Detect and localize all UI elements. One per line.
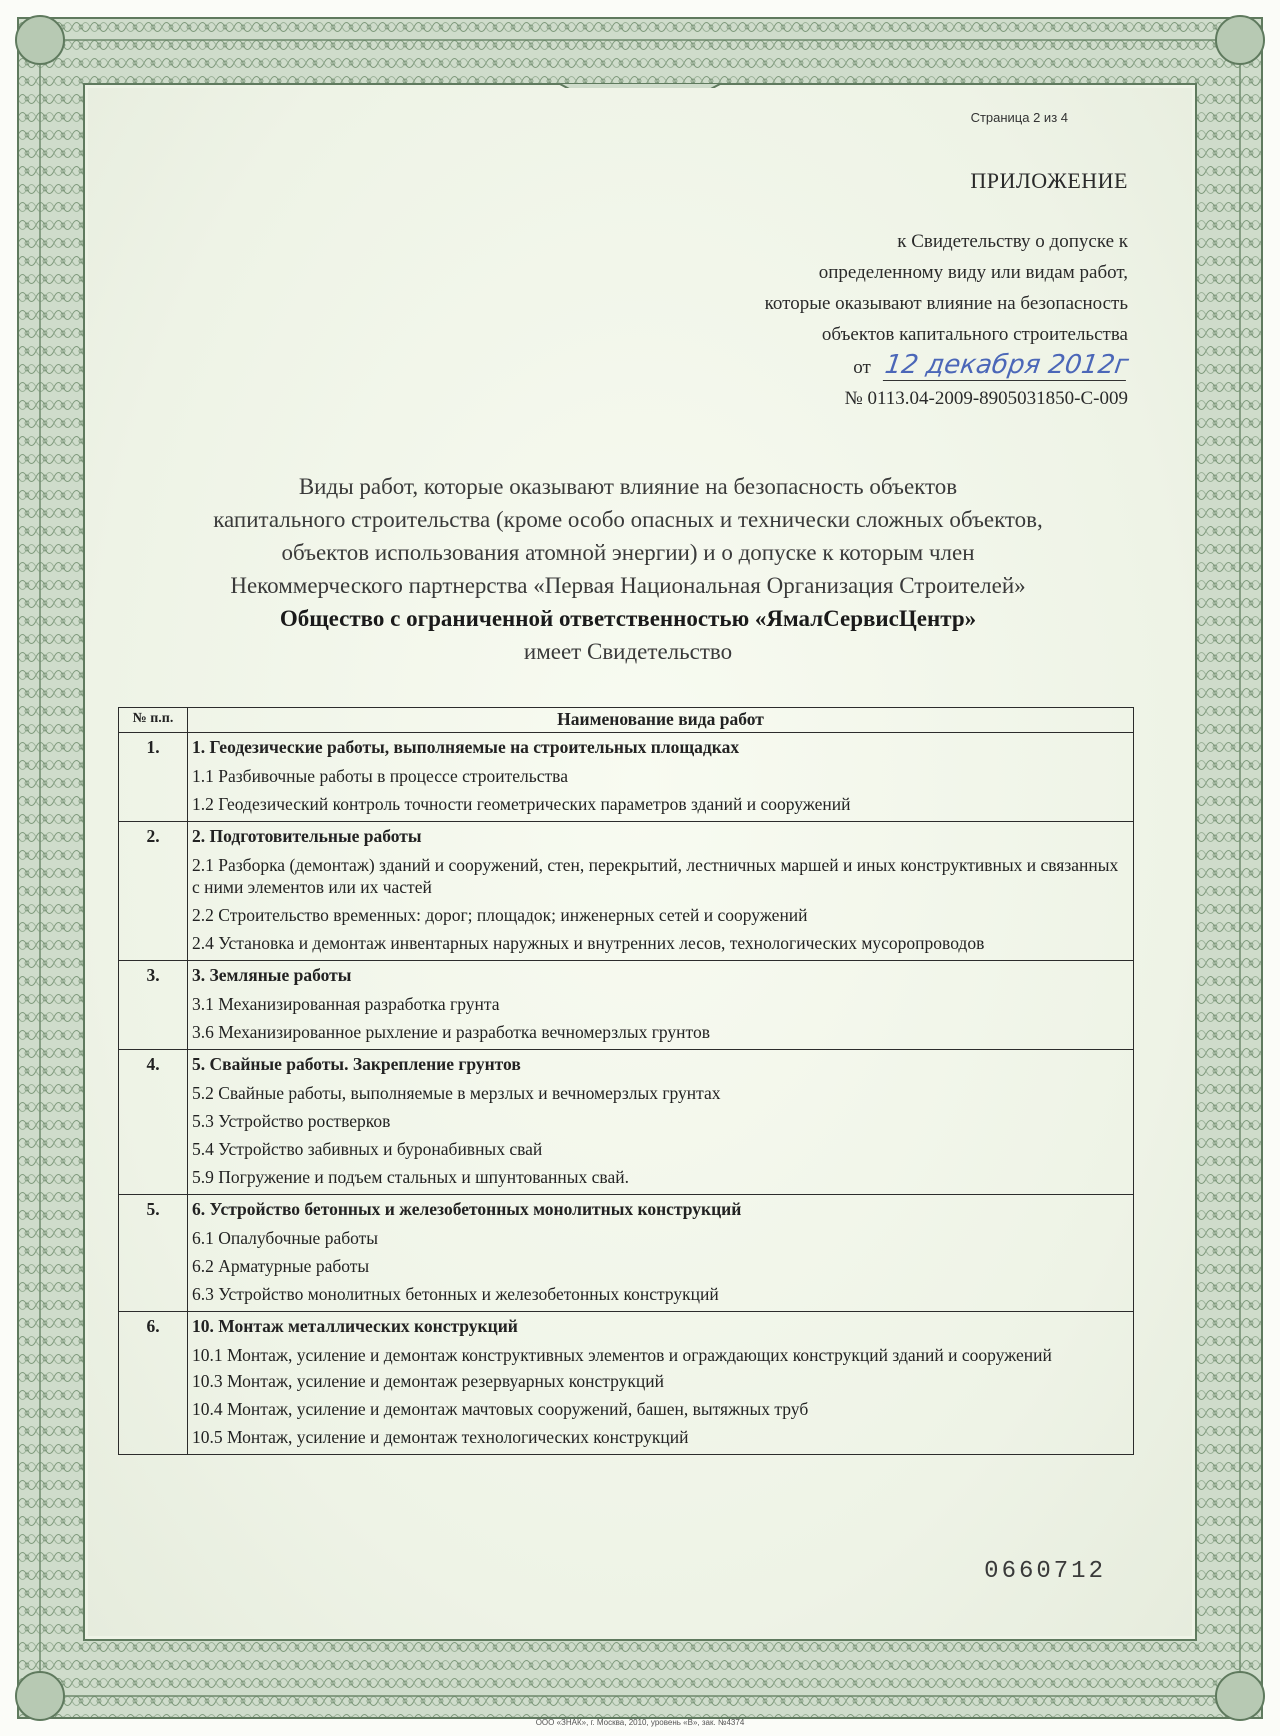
date-row [765, 350, 1131, 383]
work-item: 5.9 Погружение и подъем стальных и шпунтованных свай. [192, 1167, 629, 1187]
appendix-block [764, 226, 1131, 414]
work-item: 10.1 Монтаж, усиление и демонтаж конструктивных элементов и ограждающих конструкций зданий и сооружений [192, 1345, 1052, 1365]
row-content [188, 961, 1134, 1050]
work-item: 3.6 Механизированное рыхление и разработка вечномерзлых грунтов [192, 1022, 710, 1042]
section-title: 1. Геодезические работы, выполняемые на строительных площадках [192, 737, 740, 757]
handwritten-date: 12 декабря 2012г [882, 350, 1131, 380]
row-content [188, 822, 1134, 961]
row-content [188, 1195, 1134, 1312]
table-row [119, 733, 1134, 822]
table-row [119, 961, 1134, 1050]
heading-line: объектов использования атомной энергии) и о допуске к которым член [281, 540, 975, 565]
date-prefix: от [853, 357, 871, 378]
work-item: 10.4 Монтаж, усиление и демонтаж мачтовых сооружений, башен, вытяжных труб [192, 1399, 809, 1419]
row-content [188, 1050, 1134, 1195]
document-heading [120, 470, 1136, 668]
table-row [119, 1312, 1134, 1455]
serial-number: 0660712 [984, 1558, 1106, 1585]
table-row [119, 1050, 1134, 1195]
certificate-number: № 0113.04-2009-8905031850-С-009 [844, 388, 1128, 409]
column-header-name: Наименование вида работ [188, 708, 1134, 733]
row-number: 3. [119, 961, 188, 1050]
section-title: 2. Подготовительные работы [192, 826, 422, 846]
work-item: 2.1 Разборка (демонтаж) зданий и сооружений, стен, перекрытий, лестничных маршей и иных конструктивных и связанных с ними элементов или их частей [192, 855, 1119, 897]
table-header-row [119, 708, 1134, 733]
work-item: 2.2 Строительство временных: дорог; площадок; инженерных сетей и сооружений [192, 905, 808, 925]
heading-line: Некоммерческого партнерства «Первая Национальная Организация Строителей» [230, 573, 1026, 598]
work-item: 5.4 Устройство забивных и буронабивных свай [192, 1139, 543, 1159]
work-item: 5.3 Устройство ростверков [192, 1111, 391, 1131]
row-number: 5. [119, 1195, 188, 1312]
heading-line: имеет Свидетельство [523, 639, 733, 664]
appendix-line: объектов капитального строительства [821, 324, 1128, 345]
row-content [188, 1312, 1134, 1455]
heading-line: Виды работ, которые оказывают влияние на безопасность объектов [298, 474, 958, 499]
appendix-line: к Свидетельству о допуске к [897, 231, 1128, 252]
column-header-number: № п.п. [119, 708, 188, 733]
table-row [119, 1195, 1134, 1312]
work-item: 1.2 Геодезический контроль точности геометрических параметров зданий и сооружений [192, 794, 851, 814]
company-name: Общество с ограниченной ответственностью «ЯмалСервисЦентр» [279, 606, 977, 631]
page-counter: Страница 2 из 4 [970, 110, 1068, 125]
work-item: 10.3 Монтаж, усиление и демонтаж резервуарных конструкций [192, 1371, 664, 1391]
section-title: 5. Свайные работы. Закрепление грунтов [192, 1054, 521, 1074]
work-item: 5.2 Свайные работы, выполняемые в мерзлых и вечномерзлых грунтах [192, 1083, 721, 1103]
work-item: 2.4 Установка и демонтаж инвентарных наружных и внутренних лесов, технологических мусоропроводов [192, 933, 985, 953]
work-item: 6.3 Устройство монолитных бетонных и железобетонных конструкций [192, 1284, 719, 1304]
work-item: 1.1 Разбивочные работы в процессе строительства [192, 766, 568, 786]
section-title: 3. Земляные работы [192, 965, 352, 985]
work-item: 6.1 Опалубочные работы [192, 1228, 379, 1248]
row-number: 4. [119, 1050, 188, 1195]
work-item: 10.5 Монтаж, усиление и демонтаж технологических конструкций [192, 1427, 689, 1447]
row-number: 1. [119, 733, 188, 822]
work-item: 6.2 Арматурные работы [192, 1256, 370, 1276]
appendix-title: ПРИЛОЖЕНИЕ [970, 168, 1128, 193]
printer-imprint: ООО «ЗНАК», г. Москва, 2010, уровень «В», зак. №4374 [535, 1718, 745, 1727]
row-number: 2. [119, 822, 188, 961]
heading-line: капитального строительства (кроме особо опасных и технически сложных объектов, [213, 507, 1043, 532]
appendix-line: определенному виду или видам работ, [818, 262, 1128, 283]
row-content [188, 733, 1134, 822]
row-number: 6. [119, 1312, 188, 1455]
appendix-line: которые оказывают влияние на безопасность [764, 293, 1128, 314]
table-row [119, 822, 1134, 961]
works-table [118, 707, 1134, 1455]
section-title: 6. Устройство бетонных и железобетонных монолитных конструкций [192, 1199, 742, 1219]
section-title: 10. Монтаж металлических конструкций [192, 1316, 518, 1336]
work-item: 3.1 Механизированная разработка грунта [192, 994, 500, 1014]
